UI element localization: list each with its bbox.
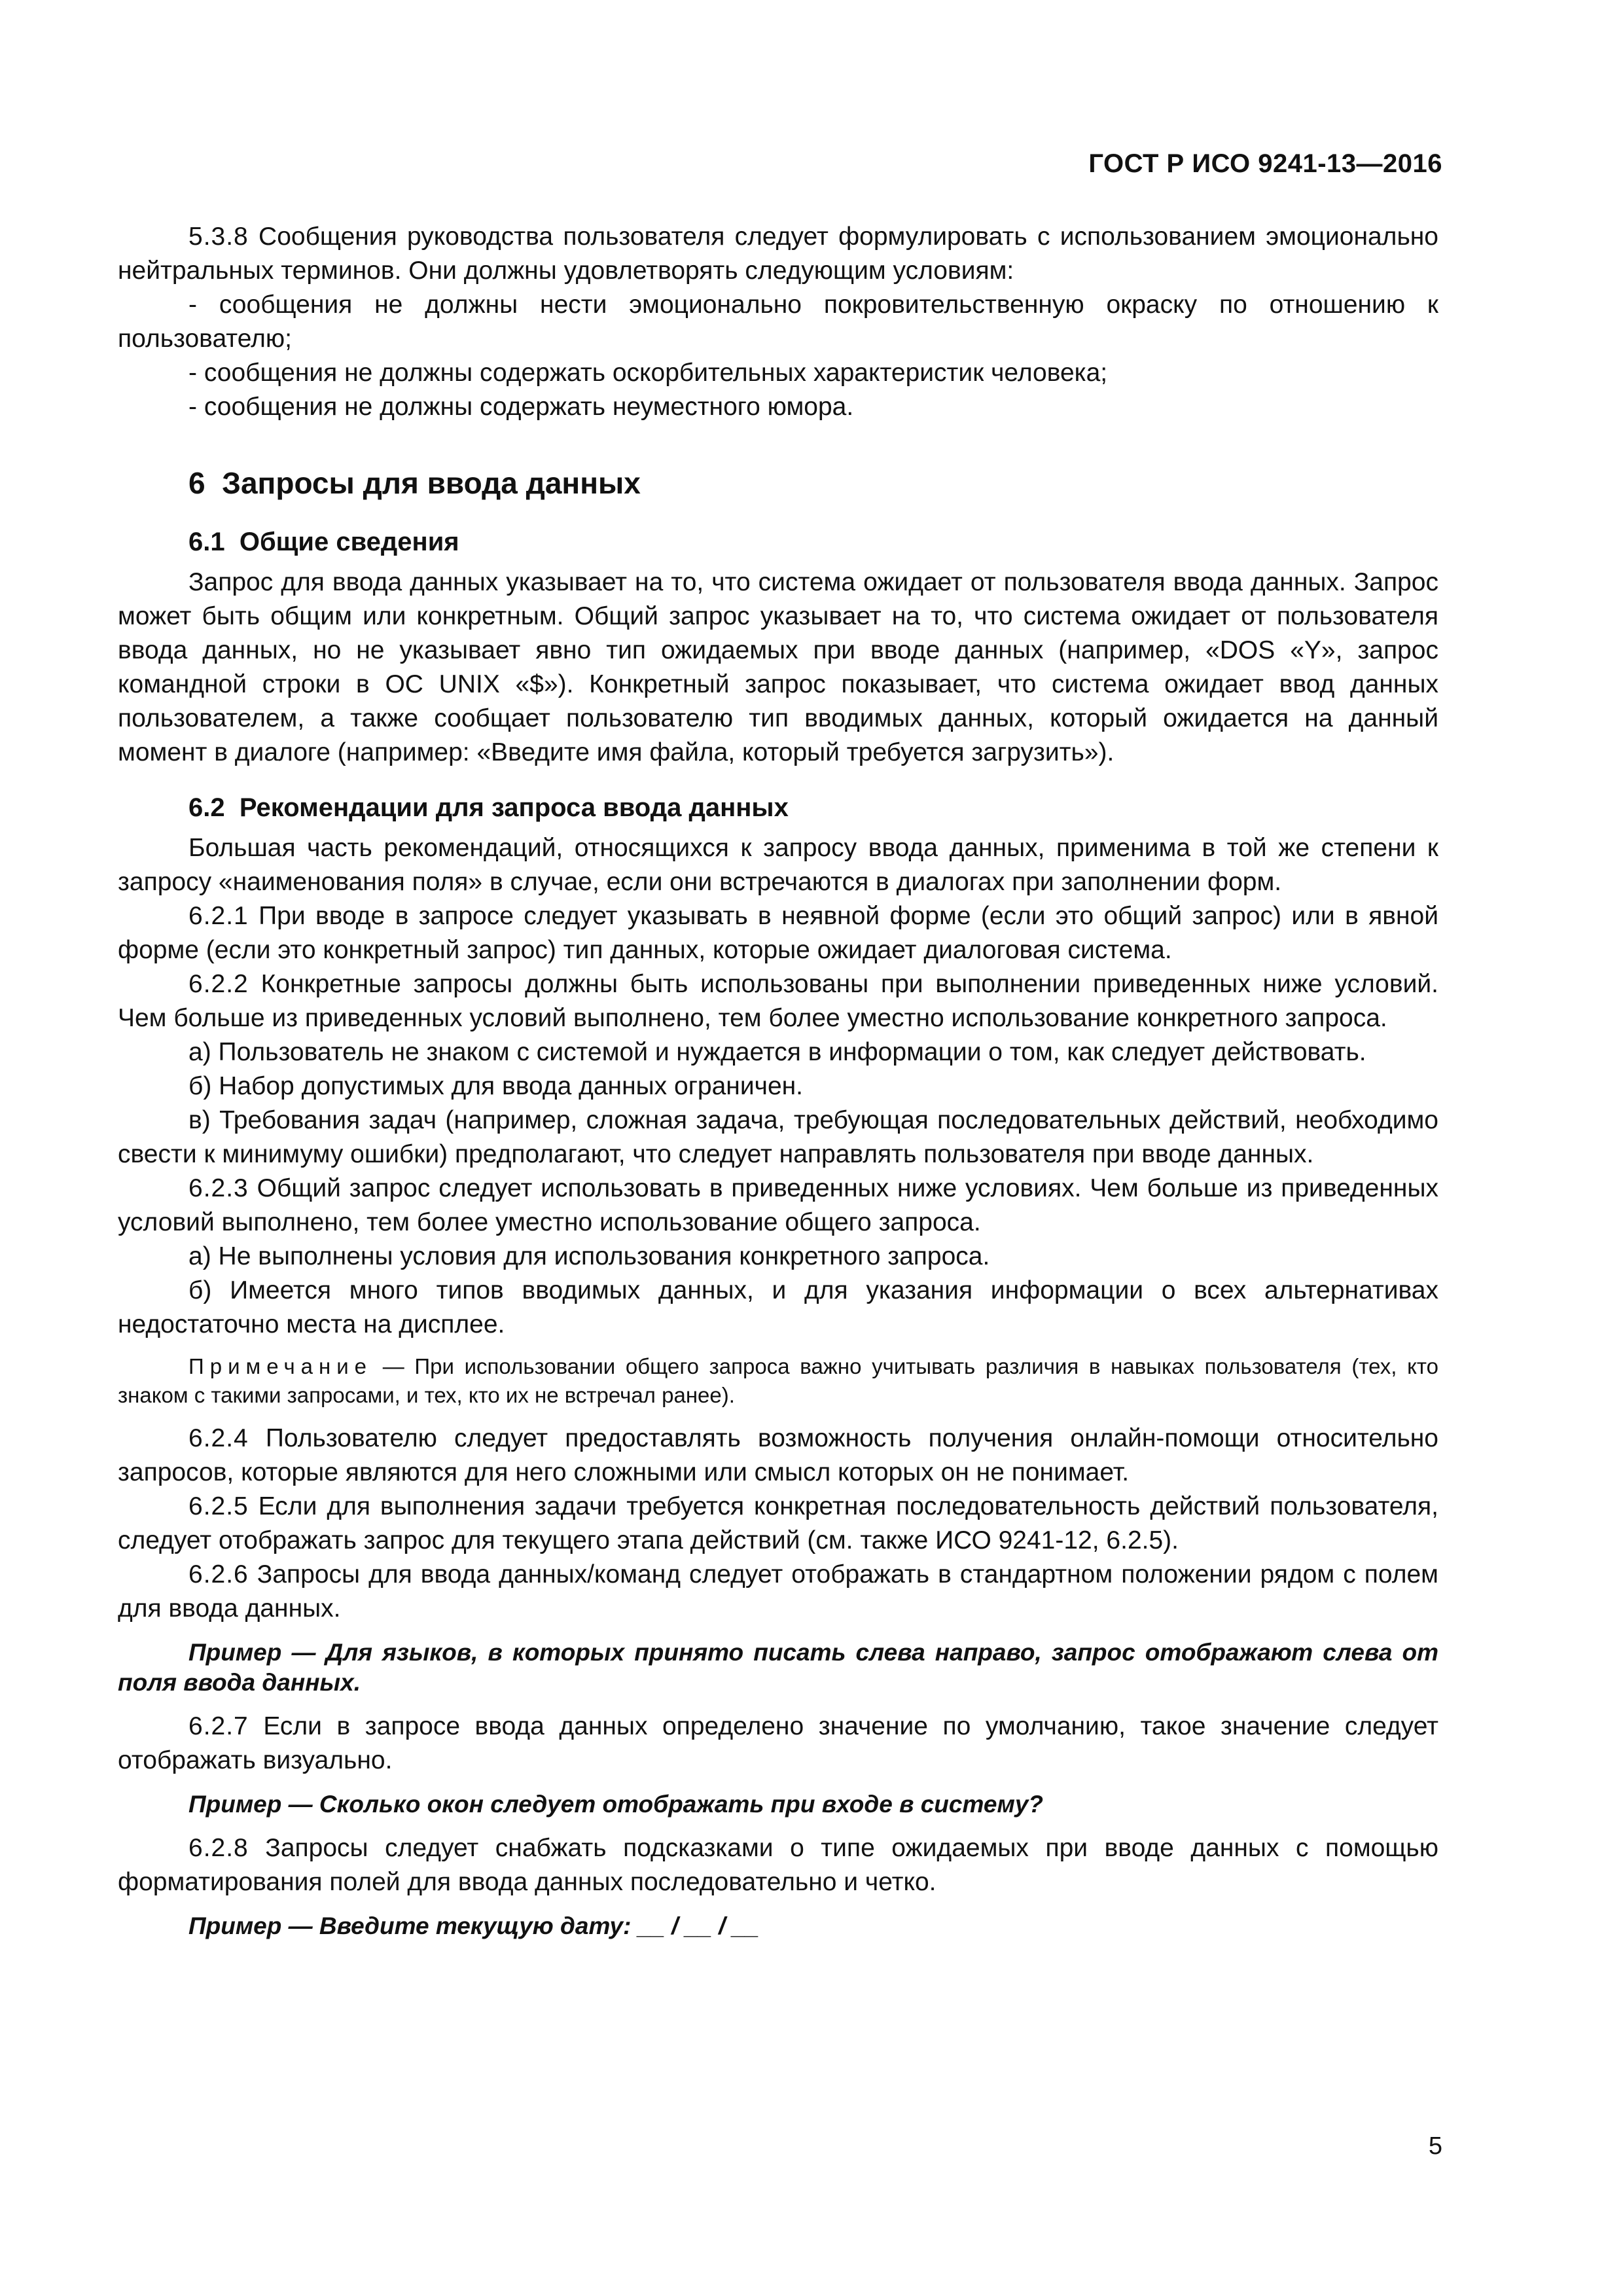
clause-number: 5.3.8 bbox=[188, 223, 249, 251]
paragraph-6-1: Запрос для ввода данных указывает на то, что система ожидает от пользователя ввода данных. Запрос может быть общим или конкретным. Общий запрос указывает на то, что система ожидает от пользователя ввода данных, но не указывает явно тип ожидаемых при вводе данных (например, «DOS «Y», запрос командной строки в ОС UNIX «$»). Конкретный запрос показывает, что система ожидает ввод данных пользователем, а также сообщает пользователю тип вводимых данных, который ожидается на данный момент в диалоге (например: «Введите имя файла, который требуется загрузить»). bbox=[118, 568, 1438, 766]
subsection-number: 6.2 bbox=[188, 793, 225, 822]
list-item bbox=[118, 1240, 1438, 1274]
clause-number: 6.2.1 bbox=[188, 902, 249, 930]
standard-header: ГОСТ Р ИСО 9241-13—2016 bbox=[1088, 149, 1442, 178]
list-item: - сообщения не должны содержать оскорбительных характеристик человека; bbox=[188, 359, 1108, 387]
list-item-label: а) bbox=[188, 1038, 211, 1066]
list-item-label: в) bbox=[188, 1106, 211, 1134]
example-text: Пример — Введите текущую дату: __ / __ / __ bbox=[188, 1912, 759, 1939]
clause-number: 6.2.7 bbox=[188, 1712, 249, 1740]
subsection-title: Рекомендации для запроса ввода данных bbox=[239, 793, 789, 822]
clause-number: 6.2.4 bbox=[188, 1424, 249, 1452]
paragraph-5-3-8 bbox=[118, 220, 1438, 288]
paragraph-6-2-intro: Большая часть рекомендаций, относящихся к запросу ввода данных, применима в той же степени к запросу «наименования поля» в случае, если они встречаются в диалогах при заполнении форм. bbox=[118, 834, 1438, 896]
clause-text: Конкретные запросы должны быть использованы при выполнении приведенных ниже условий. Чем больше из приведенных условий выполнено, тем более уместно использование конкретного запроса. bbox=[118, 970, 1438, 1032]
clause-number: 6.2.5 bbox=[188, 1492, 249, 1520]
clause-text: Запросы для ввода данных/команд следует отображать в стандартном положении рядом с полем для ввода данных. bbox=[118, 1560, 1438, 1623]
clause-text: Если для выполнения задачи требуется конкретная последовательность действий пользователя, следует отображать запрос для текущего этапа действий (см. также ИСО 9241-12, 6.2.5). bbox=[118, 1492, 1438, 1554]
list-item-label: б) bbox=[188, 1276, 212, 1304]
note-label: Примечание bbox=[188, 1354, 373, 1378]
paragraph-6-2-1 bbox=[118, 899, 1438, 967]
list-item-label: б) bbox=[188, 1072, 212, 1100]
list-item-label: а) bbox=[188, 1242, 211, 1270]
subsection-number: 6.1 bbox=[188, 528, 225, 556]
list-item bbox=[118, 1274, 1438, 1342]
clause-number: 6.2.6 bbox=[188, 1560, 249, 1588]
example-text: Пример — Сколько окон следует отображать при входе в систему? bbox=[188, 1791, 1044, 1818]
list-item-text: Имеется много типов вводимых данных, и для указания информации о всех альтернативах недостаточно места на дисплее. bbox=[118, 1276, 1439, 1338]
paragraph-6-2-8 bbox=[118, 1831, 1438, 1899]
list-item bbox=[118, 1069, 1438, 1103]
note-text: — При использовании общего запроса важно учитывать различия в навыках пользователя (тех, кто знаком с такими запросами, и тех, кто их не встречал ранее). bbox=[118, 1354, 1438, 1407]
clause-text: Пользователю следует предоставлять возможность получения онлайн-помощи относительно запросов, которые являются для него сложными или смысл которых он не понимает. bbox=[118, 1424, 1438, 1486]
clause-text: Сообщения руководства пользователя следует формулировать с использованием эмоционально нейтральных терминов. Они должны удовлетворять следующим условиям: bbox=[118, 223, 1438, 285]
list-item-text: Набор допустимых для ввода данных ограничен. bbox=[219, 1072, 804, 1100]
paragraph-6-2-6 bbox=[118, 1558, 1438, 1626]
subsection-heading-6-1 bbox=[118, 525, 1438, 559]
list-item bbox=[118, 1035, 1438, 1069]
section-title: Запросы для ввода данных bbox=[222, 466, 641, 500]
list-item-text: Не выполнены условия для использования конкретного запроса. bbox=[218, 1242, 990, 1270]
note bbox=[118, 1352, 1438, 1410]
clause-text: Общий запрос следует использовать в приведенных ниже условиях. Чем больше из приведенных условий выполнено, тем более уместно использование общего запроса. bbox=[118, 1174, 1438, 1236]
list-item: - сообщения не должны содержать неуместного юмора. bbox=[188, 393, 854, 421]
page-number: 5 bbox=[1428, 2132, 1442, 2160]
clause-text: При вводе в запросе следует указывать в неявной форме (если это общий запрос) или в явной форме (если это конкретный запрос) тип данных, которые ожидает диалоговая система. bbox=[118, 902, 1438, 964]
paragraph-6-2-2 bbox=[118, 967, 1438, 1035]
list-item: - сообщения не должны нести эмоционально покровительственную окраску по отношению к пользователю; bbox=[118, 291, 1438, 353]
subsection-title: Общие сведения bbox=[239, 528, 459, 556]
clause-number: 6.2.2 bbox=[188, 970, 249, 998]
list-item bbox=[118, 1103, 1438, 1172]
list-item-text: Требования задач (например, сложная задача, требующая последовательных действий, необходимо свести к минимуму ошибки) предполагают, что следует направлять пользователя при вводе данных. bbox=[118, 1106, 1438, 1168]
section-heading-6 bbox=[118, 463, 1438, 503]
section-number: 6 bbox=[188, 466, 205, 500]
list-item-text: Пользователь не знаком с системой и нуждается в информации о том, как следует действовать. bbox=[218, 1038, 1366, 1066]
clause-number: 6.2.8 bbox=[188, 1834, 249, 1862]
subsection-heading-6-2 bbox=[118, 791, 1438, 825]
clause-text: Запросы следует снабжать подсказками о типе ожидаемых при вводе данных с помощью форматирования полей для ввода данных последовательно и четко. bbox=[118, 1834, 1438, 1896]
clause-number: 6.2.3 bbox=[188, 1174, 249, 1202]
clause-text: Если в запросе ввода данных определено значение по умолчанию, такое значение следует отображать визуально. bbox=[118, 1712, 1439, 1774]
paragraph-6-2-7 bbox=[118, 1710, 1438, 1778]
page-content bbox=[118, 220, 1438, 1953]
paragraph-6-2-5 bbox=[118, 1490, 1438, 1558]
paragraph-6-2-3 bbox=[118, 1172, 1438, 1240]
paragraph-6-2-4 bbox=[118, 1422, 1438, 1490]
example-text: Пример — Для языков, в которых принято писать слева направо, запрос отображают слева от поля ввода данных. bbox=[118, 1639, 1438, 1696]
